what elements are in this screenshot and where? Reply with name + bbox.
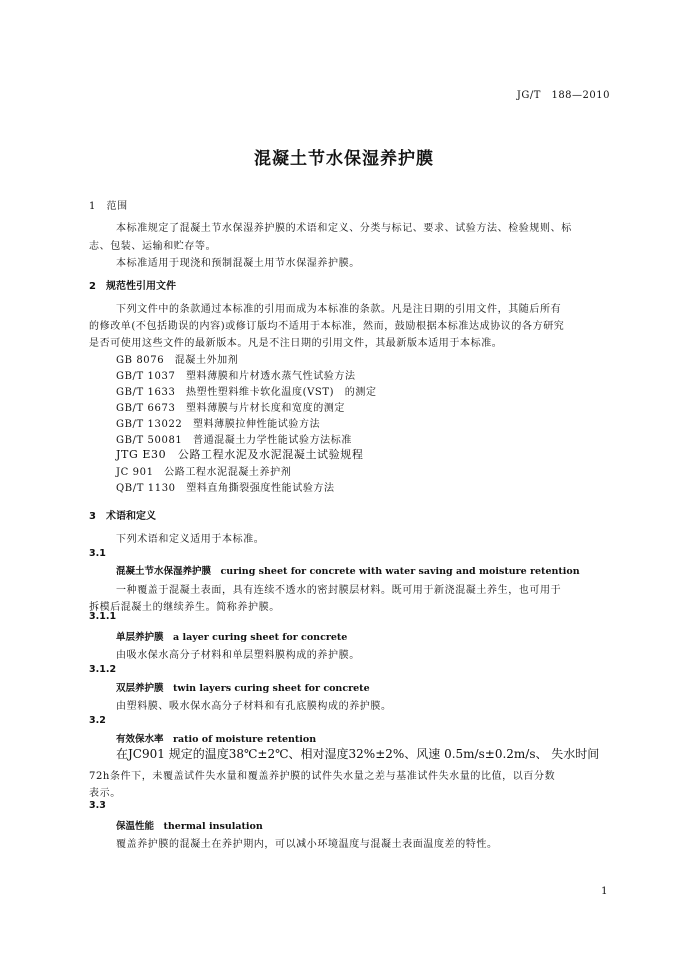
page-number: 1 <box>601 886 608 897</box>
term-definition: 表示。 <box>89 788 121 799</box>
paragraph: 志、包装、运输和贮存等。 <box>89 241 217 252</box>
section-2-heading: 2 规范性引用文件 <box>89 281 176 292</box>
paragraph: 下列术语和定义适用于本标准。 <box>116 534 265 545</box>
term-definition: 一种覆盖于混凝土表面，具有连续不透水的密封膜层材料。既可用于新浇混凝土养生，也可用于 <box>116 585 562 596</box>
reference-item: JTG E30 公路工程水泥及水泥混凝土试验规程 <box>116 448 364 461</box>
reference-item: QB/T 1130 塑料直角撕裂强度性能试验方法 <box>116 483 335 494</box>
reference-item: GB/T 1037 塑料薄膜和片材透水蒸气性试验方法 <box>116 371 356 382</box>
reference-item: GB/T 13022 塑料薄膜拉伸性能试验方法 <box>116 419 321 430</box>
reference-item: GB/T 1633 热塑性塑料维卡软化温度(VST) 的测定 <box>116 387 377 398</box>
reference-item: GB 8076 混凝土外加剂 <box>116 355 239 366</box>
term-definition: 由塑料膜、吸水保水高分子材料和有孔底膜构成的养护膜。 <box>116 701 392 712</box>
term-heading: 双层养护膜 twin layers curing sheet for concrete <box>116 683 370 694</box>
clause-number: 3.1.1 <box>89 611 117 622</box>
paragraph: 下列文件中的条款通过本标准的引用而成为本标准的条款。凡是注日期的引用文件，其随后所有 <box>116 304 562 315</box>
clause-number: 3.1 <box>89 548 106 559</box>
clause-number: 3.1.2 <box>89 664 117 675</box>
term-definition: 在JC901 规定的温度38℃±2℃、相对湿度32%±2%、风速 0.5m/s±0.2m/s、 失水时间 <box>116 747 600 761</box>
term-heading: 保温性能 thermal insulation <box>116 821 263 832</box>
term-definition: 拆模后混凝土的继续养生。简称养护膜。 <box>89 602 280 613</box>
term-heading: 混凝土节水保湿养护膜 curing sheet for concrete with water saving and moisture retention <box>116 566 580 577</box>
term-heading: 有效保水率 ratio of moisture retention <box>116 734 317 745</box>
standard-number: JG/T 188—2010 <box>516 90 610 101</box>
term-definition: 覆盖养护膜的混凝土在养护期内，可以减小环境温度与混凝土表面温度差的特性。 <box>116 839 498 850</box>
paragraph: 是否可使用这些文件的最新版本。凡是不注日期的引用文件，其最新版本适用于本标准。 <box>89 338 503 349</box>
paragraph: 本标准规定了混凝土节水保湿养护膜的术语和定义、分类与标记、要求、试验方法、检验规则、标 <box>116 223 572 234</box>
term-heading: 单层养护膜 a layer curing sheet for concrete <box>116 632 348 643</box>
clause-number: 3.3 <box>89 800 106 811</box>
reference-item: GB/T 50081 普通混凝土力学性能试验方法标准 <box>116 435 352 446</box>
reference-item: JC 901 公路工程水泥混凝土养护剂 <box>116 467 292 478</box>
reference-item: GB/T 6673 塑料薄膜与片材长度和宽度的测定 <box>116 403 346 414</box>
term-definition: 由吸水保水高分子材料和单层塑料膜构成的养护膜。 <box>116 650 360 661</box>
paragraph: 的修改单(不包括勘误的内容)或修订版均不适用于本标准，然而，鼓励根据本标准达成协议的各方研究 <box>89 321 565 332</box>
term-definition: 72h条件下，未覆盖试件失水量和覆盖养护膜的试件失水量之差与基准试件失水量的比值，以百分数 <box>89 771 556 782</box>
section-3-heading: 3 术语和定义 <box>89 511 156 522</box>
paragraph: 本标准适用于现浇和预制混凝土用节水保湿养护膜。 <box>116 258 360 269</box>
document-title: 混凝土节水保湿养护膜 <box>254 149 434 169</box>
clause-number: 3.2 <box>89 715 106 726</box>
section-1-heading: 1 范围 <box>89 201 128 212</box>
